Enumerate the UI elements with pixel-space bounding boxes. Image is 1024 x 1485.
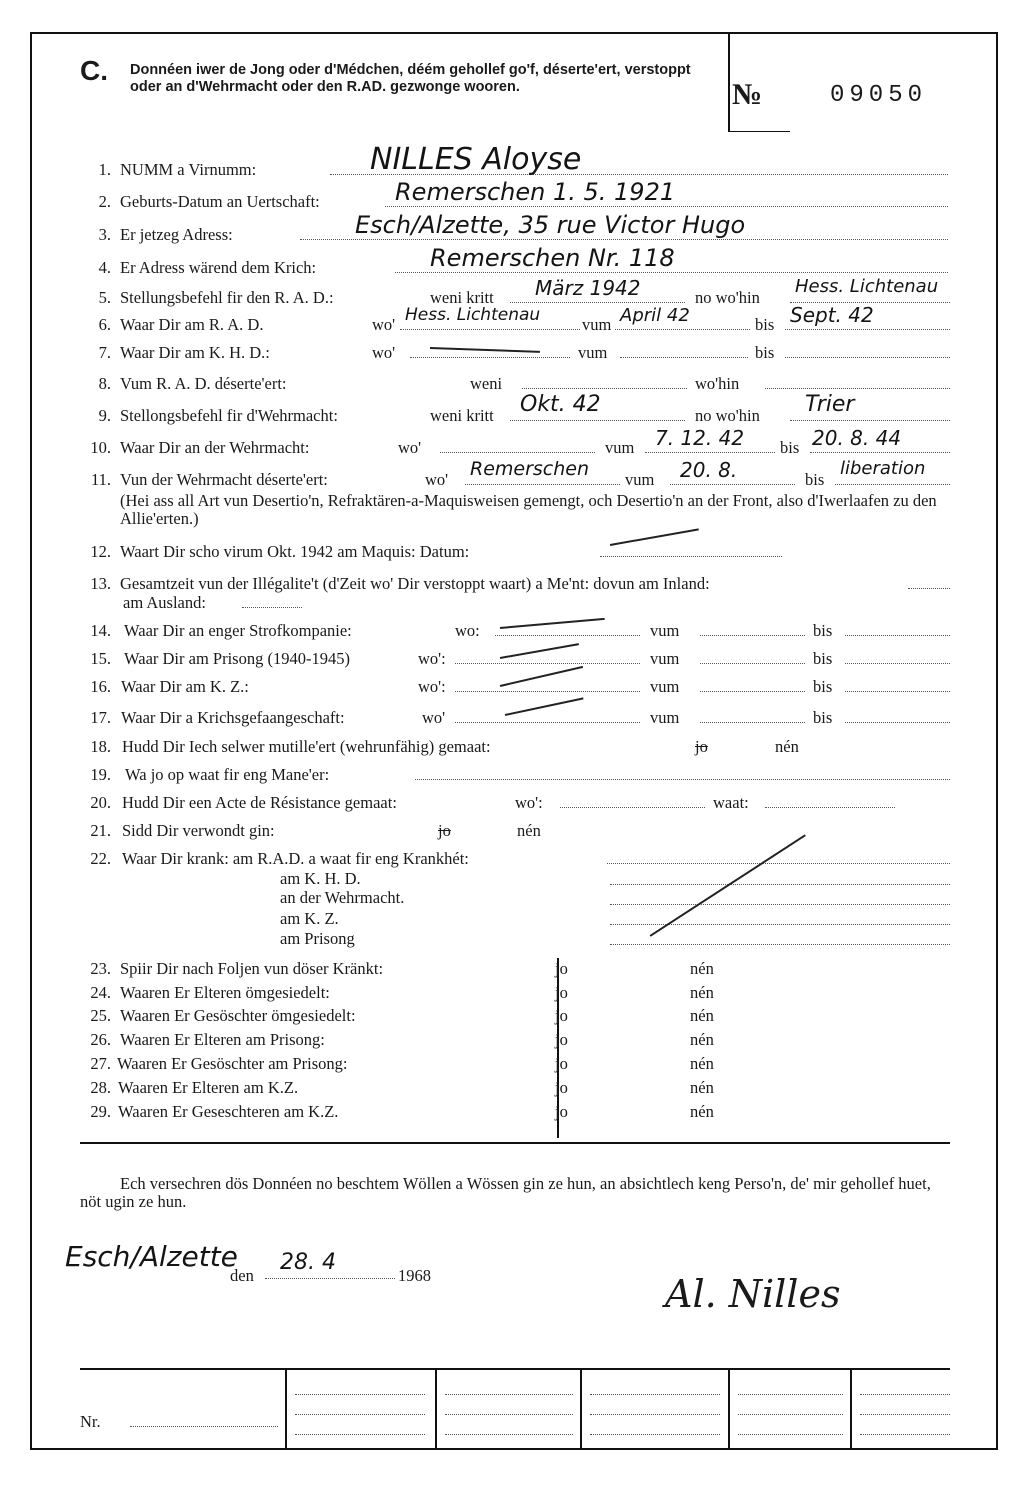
row-number: 18. — [90, 737, 111, 756]
answer-line[interactable] — [610, 930, 950, 945]
row-label: Waar Dir am K. Z.: — [121, 677, 249, 696]
nen-option[interactable]: nén — [517, 821, 541, 840]
jo-option[interactable]: jo — [555, 1006, 568, 1025]
bis-value: liberation — [840, 458, 926, 479]
row-number: 23. — [90, 959, 111, 978]
footer-line[interactable] — [590, 1380, 720, 1395]
answer-value: Esch/Alzette, 35 rue Victor Hugo — [355, 211, 746, 239]
footer-col-divider — [285, 1370, 287, 1448]
wo-label: wo' — [372, 343, 396, 362]
jo-option[interactable]: jo — [438, 821, 451, 840]
row-22-sub1: am K. H. D. — [280, 869, 361, 888]
row-label: Sidd Dir verwondt gin: — [122, 821, 275, 840]
row-number: 22. — [90, 849, 111, 868]
wo-line[interactable] — [495, 621, 640, 636]
row-label: Hudd Dir een Acte de Résistance gemaat: — [122, 793, 397, 812]
wohin-label: no wo'hin — [695, 288, 760, 307]
nen-option[interactable]: nén — [775, 737, 799, 756]
row-number: 24. — [90, 983, 111, 1002]
nen-option[interactable]: nén — [690, 959, 714, 978]
row-label: Stellongsbefehl fir d'Wehrmacht: — [120, 406, 338, 425]
row-label: Wa jo op waat fir eng Mane'er: — [125, 765, 330, 784]
row-label: Hudd Dir Iech selwer mutille'ert (wehrunfähig) gemaat: — [122, 737, 491, 756]
row-number: 16. — [90, 677, 111, 696]
jo-option[interactable]: jo — [555, 1030, 568, 1049]
vum-line[interactable] — [620, 343, 748, 358]
row-label: Gesamtzeit vun der Illégalite't (d'Zeit wo' Dir verstoppt waart) a Me'nt: dovun am Inland: — [120, 574, 710, 593]
vum-label: vum — [650, 621, 680, 640]
inland-line[interactable] — [908, 574, 950, 589]
row-number: 7. — [98, 343, 111, 362]
footer-line[interactable] — [445, 1420, 573, 1435]
vum-label: vum — [578, 343, 608, 362]
vum-label: vum — [625, 470, 655, 489]
nr-line[interactable] — [130, 1412, 278, 1427]
footer-line[interactable] — [738, 1420, 843, 1435]
footer-col-divider — [435, 1370, 437, 1448]
answer-line[interactable] — [610, 870, 950, 885]
footer-line[interactable] — [445, 1380, 573, 1395]
footer-col-divider — [728, 1370, 730, 1448]
bis-line[interactable] — [845, 708, 950, 723]
row-number: 4. — [98, 258, 111, 277]
footer-line[interactable] — [295, 1420, 425, 1435]
bis-label: bis — [813, 649, 833, 668]
nen-option[interactable]: nén — [690, 983, 714, 1002]
weni-label: weni kritt — [430, 406, 494, 425]
nen-option[interactable]: nén — [690, 1078, 714, 1097]
bis-value: 20. 8. 44 — [812, 426, 902, 450]
row-number: 2. — [98, 192, 111, 211]
row-number: 6. — [98, 315, 111, 334]
row-label: Stellungsbefehl fir den R. A. D.: — [120, 288, 334, 307]
row-number: 15. — [90, 649, 111, 668]
footer-line[interactable] — [590, 1420, 720, 1435]
wo-label: wo': — [418, 677, 446, 696]
row-label: Waar Dir am K. H. D.: — [120, 343, 270, 362]
jo-option[interactable]: jo — [555, 1054, 568, 1073]
row-label: Vum R. A. D. déserte'ert: — [120, 374, 287, 393]
footer-col-divider — [850, 1370, 852, 1448]
row-label: Er jetzeg Adress: — [120, 225, 233, 244]
row-11-note: (Hei ass all Art vun Desertio'n, Refraktären-a-Maquisweisen gemengt, och Desertio'n an der Front, also d'Iwerlaafen zu den Allie'erten.) — [120, 491, 937, 528]
nen-option[interactable]: nén — [690, 1006, 714, 1025]
wohin-value: Trier — [805, 392, 855, 417]
row-number: 25. — [90, 1006, 111, 1025]
row-label: Waar Dir am Prisong (1940-1945) — [124, 649, 350, 668]
row-label: am Ausland: — [123, 593, 206, 612]
nen-option[interactable]: nén — [690, 1054, 714, 1073]
wohin-label: no wo'hin — [695, 406, 760, 425]
row-number: 26. — [90, 1030, 111, 1049]
row-number: 27. — [90, 1054, 111, 1073]
vum-label: vum — [605, 438, 635, 457]
row-number: 29. — [90, 1102, 111, 1121]
footer-line[interactable] — [738, 1400, 843, 1415]
row-number: 21. — [90, 821, 111, 840]
row-label: Waaren Er Gesöschter ömgesiedelt: — [120, 1006, 356, 1025]
row-number: 5. — [98, 288, 111, 307]
vum-label: vum — [650, 708, 680, 727]
wohin-value: Hess. Lichtenau — [795, 276, 939, 297]
wo-value: Remerschen — [470, 458, 590, 480]
footer-top-rule — [80, 1368, 950, 1370]
row-label: Waaren Er Geseschteren am K.Z. — [118, 1102, 339, 1121]
row-label: Waar Dir a Krichsgefaangeschaft: — [121, 708, 345, 727]
vum-value: 7. 12. 42 — [655, 426, 745, 450]
bis-label: bis — [780, 438, 800, 457]
row-22-sub2: an der Wehrmacht. — [280, 888, 405, 907]
vum-line[interactable] — [700, 621, 805, 636]
wo-label: wo' — [425, 470, 449, 489]
vum-value: 20. 8. — [680, 458, 738, 482]
bis-label: bis — [755, 315, 775, 334]
row-label: Waaren Er Elteren am K.Z. — [118, 1078, 299, 1097]
row-number: 10. — [90, 438, 111, 457]
wo-line[interactable] — [455, 649, 640, 664]
wo-label: wo: — [455, 621, 480, 640]
row-number: 1. — [98, 160, 111, 179]
row-label: Er Adress wärend dem Krich: — [120, 258, 317, 277]
footer-line[interactable] — [445, 1400, 573, 1415]
wo-line[interactable] — [455, 677, 640, 692]
jo-option[interactable]: jo — [555, 1102, 568, 1121]
row-22-sub4: am Prisong — [280, 929, 355, 948]
bis-line[interactable] — [785, 343, 950, 358]
form-number: 09050 — [830, 82, 928, 109]
wo-label: wo' — [398, 438, 422, 457]
weni-value: Okt. 42 — [520, 392, 601, 417]
footer-line[interactable] — [860, 1380, 950, 1395]
signature: Al. Nilles — [665, 1272, 841, 1316]
footer-line[interactable] — [590, 1400, 720, 1415]
row-number: 11. — [90, 470, 111, 489]
wo-line[interactable] — [440, 438, 595, 453]
answer-line[interactable] — [610, 890, 950, 905]
bis-label: bis — [813, 708, 833, 727]
weni-line[interactable] — [522, 374, 687, 389]
footer-line[interactable] — [738, 1380, 843, 1395]
jo-option[interactable]: jo — [555, 959, 568, 978]
ausland-line[interactable] — [242, 593, 302, 608]
declaration-text: Ech versechren dös Donnéen no beschtem Wöllen a Wössen gin ze hun, an absichtlech keng Perso'n, de' mir gehollef huet, nöt ugin ze hun. — [80, 1174, 931, 1211]
row-label: Spiir Dir nach Foljen vun döser Kränkt: — [120, 959, 384, 978]
answer-value: Remerschen Nr. 118 — [430, 244, 675, 272]
signing-year: 1968 — [398, 1266, 431, 1285]
waat-label: waat: — [713, 793, 749, 812]
vum-line[interactable] — [700, 708, 805, 723]
vum-label: vum — [582, 315, 612, 334]
row-number: 8. — [98, 374, 111, 393]
row-label: Waar Dir an der Wehrmacht: — [120, 438, 310, 457]
row-label: Waaren Er Elteren am Prisong: — [120, 1030, 325, 1049]
bis-line[interactable] — [845, 677, 950, 692]
vum-label: vum — [650, 649, 680, 668]
nr-label: Nr. — [80, 1412, 101, 1431]
wohin-line[interactable] — [765, 374, 950, 389]
row-label: Waar Dir krank: am R.A.D. a waat fir eng Krankhét: — [122, 849, 469, 868]
row-22-sub3: am K. Z. — [280, 909, 339, 928]
bis-label: bis — [805, 470, 825, 489]
row-number: 9. — [98, 406, 111, 425]
row-number: 17. — [90, 708, 111, 727]
row-label: Geburts-Datum an Uertschaft: — [120, 192, 320, 211]
vum-label: vum — [650, 677, 680, 696]
jo-option[interactable]: jo — [695, 737, 708, 756]
footer-line[interactable] — [295, 1380, 425, 1395]
row-label: Waar Dir an enger Strofkompanie: — [124, 621, 352, 640]
bis-label: bis — [755, 343, 775, 362]
wo-label: wo' — [422, 708, 446, 727]
waat-line[interactable] — [765, 793, 895, 808]
row-label: Waaren Er Gesöschter am Prisong: — [117, 1054, 348, 1073]
row-number: 20. — [90, 793, 111, 812]
row-label: Waart Dir scho virum Okt. 1942 am Maquis: Datum: — [120, 542, 470, 561]
section-divider — [80, 1142, 950, 1144]
bis-label: bis — [813, 677, 833, 696]
bis-line[interactable] — [845, 649, 950, 664]
answer-line[interactable] — [610, 910, 950, 925]
wo-label: wo': — [515, 793, 543, 812]
weni-label: weni — [470, 374, 503, 393]
nen-option[interactable]: nén — [690, 1102, 714, 1121]
vum-value: April 42 — [620, 305, 690, 326]
vum-line[interactable] — [700, 649, 805, 664]
weni-label: weni kritt — [430, 288, 494, 307]
wo-label: wo': — [418, 649, 446, 668]
row-label: Waaren Er Elteren ömgesiedelt: — [120, 983, 330, 1002]
row-number: 28. — [90, 1078, 111, 1097]
bis-value: Sept. 42 — [790, 303, 874, 327]
row-number: 3. — [98, 225, 111, 244]
answer-line[interactable] — [415, 765, 950, 780]
wo-label: wo' — [372, 315, 396, 334]
wo-line[interactable] — [560, 793, 705, 808]
wo-line[interactable] — [455, 708, 640, 723]
footer-line[interactable] — [860, 1420, 950, 1435]
signing-place: Esch/Alzette — [65, 1240, 238, 1273]
wo-value: Hess. Lichtenau — [405, 305, 541, 325]
row-label: Vun der Wehrmacht déserte'ert: — [120, 470, 328, 489]
nen-option[interactable]: nén — [690, 1030, 714, 1049]
header-divider — [728, 34, 730, 132]
den-label: den — [230, 1266, 254, 1285]
vum-line[interactable] — [700, 677, 805, 692]
header-divider-foot — [730, 131, 790, 132]
footer-line[interactable] — [295, 1400, 425, 1415]
weni-value: März 1942 — [535, 276, 641, 300]
row-number: 12. — [90, 542, 111, 561]
section-letter: C. — [80, 55, 108, 86]
row-number: 14. — [90, 621, 111, 640]
bis-line[interactable] — [845, 621, 950, 636]
row-number: 13. — [90, 574, 111, 593]
footer-line[interactable] — [860, 1400, 950, 1415]
footer-col-divider — [580, 1370, 582, 1448]
row-number: 19. — [90, 765, 111, 784]
jo-option[interactable]: jo — [555, 983, 568, 1002]
answer-line[interactable] — [600, 542, 782, 557]
bis-label: bis — [813, 621, 833, 640]
wohin-label: wo'hin — [695, 374, 740, 393]
section-title: Donnéen iwer de Jong oder d'Médchen, déém gehollef go'f, déserte'ert, verstoppt oder an d'Wehrmacht oder den R.AD. gezwonge wooren. — [130, 62, 691, 95]
signing-date: 28. 4 — [280, 1250, 336, 1275]
row-label: Waar Dir am R. A. D. — [120, 315, 264, 334]
answer-value: NILLES Aloyse — [370, 142, 582, 177]
answer-value: Remerschen 1. 5. 1921 — [395, 178, 676, 206]
row-label: NUMM a Virnumm: — [120, 160, 257, 179]
number-label: № — [732, 78, 763, 111]
signature-line — [660, 1314, 950, 1328]
jo-option[interactable]: jo — [555, 1078, 568, 1097]
